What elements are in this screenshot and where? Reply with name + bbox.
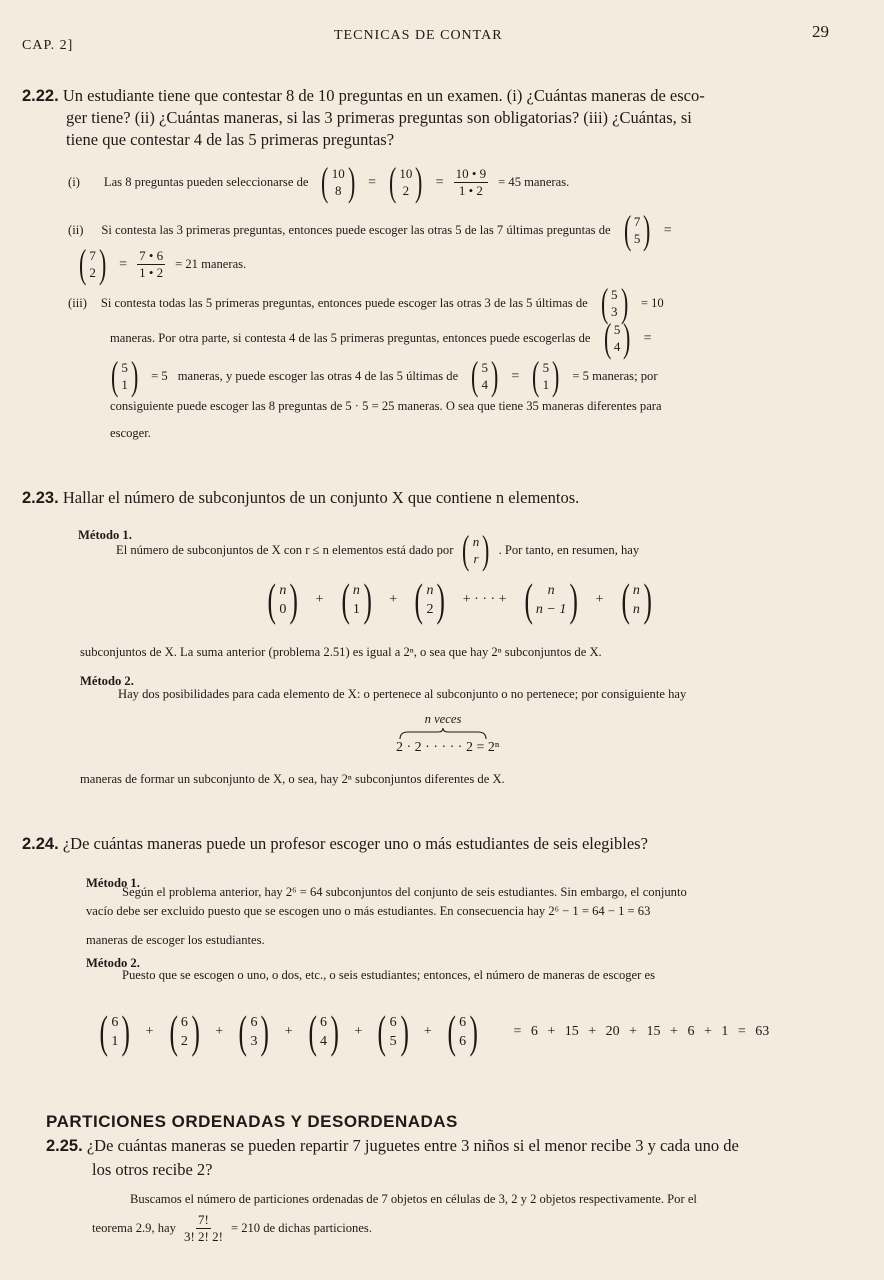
binomial-sum-6: ( 6 1 ) + ( 6 2 ) + ( 6 3 ) + ( 6 4 ) + ( 6 5 ) + ( 6 6 ) = 6 + 15 + 20 + 15 + 6 + 1 = 63 [96,1012,769,1052]
method-2-line1: Puesto que se escogen o uno, o dos, etc., o seis estudiantes; entonces, el número de maneras de escoger es [122,968,655,982]
fraction-denominator: 3! 2! 2! [183,1229,223,1244]
binomial-6-6: ( 6 6 ) [447,1006,479,1057]
problem-number: 2.22. [22,87,59,105]
binomial-7-2: ( 7 2 ) [78,241,107,286]
binomial-5-1: ( 5 1 ) [110,353,139,398]
binomial-5-4: ( 5 4 ) [471,353,499,398]
brace-label: n veces [424,712,462,726]
statement-line: Un estudiante tiene que contestar 8 de 10 preguntas en un examen. (i) ¿Cuántas maneras de esco- [62,86,705,105]
binomial-n-n-1: ( n n − 1 ) [524,574,579,625]
binomial-n-0: ( n 0 ) [267,574,299,625]
method-text: El número de subconjuntos de X con r ≤ n elementos está dado por [116,542,454,557]
method-1-line2: vacío debe ser excluido puesto que se escogen uno o más estudiantes. En consecuencia hay 2⁶ − 1 = 64 − 1 = 63 [86,904,651,918]
binomial-7-5: ( 7 5 ) [623,207,651,252]
binomial-n-n: ( n n ) [621,574,652,625]
part-text: Si contesta todas las 5 primeras preguntas, entonces puede escoger las otras 3 de las 5 últimas de [100,295,588,310]
binomial-5-4: ( 5 4 ) [603,315,631,360]
statement-line: ger tiene? (ii) ¿Cuántas maneras, si las 3 primeras preguntas son obligatorias? (iii) ¿Cuántas, si [66,108,692,127]
fraction-numerator: 7! [198,1212,209,1227]
product-expression: 2 · 2 · · · · · 2 = 2ⁿ [396,740,500,755]
part-text: maneras, y puede escoger las otras 4 de las 5 últimas de [177,368,459,383]
fraction-7x6: $\frac{7 • 6}{1 • 2}$ [139,247,164,280]
problem-number: 2.24. [22,835,59,853]
part-result: = 45 maneras. [498,174,570,189]
part-i: (i) Las 8 preguntas pueden seleccionarse de ( 10 8 ) = ( 10 2 ) = $\frac{10 • 9}{1 • 2}$ = 45 maneras. [68,159,570,204]
binomial-6-2: ( 6 2 ) [169,1006,200,1057]
method-2-line2: maneras de formar un subconjunto de X, o sea, hay 2ⁿ subconjuntos diferentes de X. [80,772,505,786]
problem-2-24-statement [22,832,648,856]
part-text: Si contesta las 3 primeras preguntas, entonces puede escoger las otras 5 de las 7 últimas preguntas de [101,222,611,237]
binomial-10-2: ( 10 2 ) [389,159,423,204]
binomial-sum-n: ( n 0 ) + ( n 1 ) + ( n 2 ) + · · · + ( n n − 1 ) + ( n n ) [264,580,655,620]
statement-line: los otros recibe 2? [92,1160,213,1179]
binomial-5-3: ( 5 3 ) [600,280,628,325]
statement-line: ¿De cuántas maneras puede un profesor escoger uno o más estudiantes de seis elegibles? [62,834,648,853]
solution-text: teorema 2.9, hay [92,1221,176,1235]
part-ii: (ii) Si contesta las 3 primeras preguntas, entonces puede escoger las otras 5 de las 7 últimas preguntas de ( 7 5 ) = [68,207,672,252]
part-iii-line5: escoger. [110,426,151,440]
part-label: (iii) [68,295,87,310]
part-iii-line4: consiguiente puede escoger las 8 preguntas de 5 · 5 = 25 maneras. O sea que tiene 35 maneras diferentes para [110,399,662,413]
part-text: = 5 maneras; por [572,368,658,383]
method-1-line1 [116,527,640,572]
part-text: = 5 [151,368,168,383]
binomial-6-5: ( 6 5 ) [377,1006,409,1057]
running-title: TECNICAS DE CONTAR [334,28,503,43]
part-iii-line2: maneras. Por otra parte, si contesta 4 de las 5 primeras preguntas, entonces puede escogerlas de ( 5 4 ) = [110,315,652,360]
binomial-5-1: ( 5 1 ) [532,353,560,398]
method-1-line3: maneras de escoger los estudiantes. [86,933,265,947]
method-2-line1: Hay dos posibilidades para cada elemento de X: o pertenece al subconjunto o no pertenece; por consiguiente hay [118,687,687,701]
method-text: . Por tanto, en resumen, hay [498,542,640,557]
part-ii-result: ( 7 2 ) = $\frac{7 • 6}{1 • 2}$ = 21 maneras. [76,244,246,284]
part-result: = 21 maneras. [175,256,247,271]
sum-result: = 6 + 15 + 20 + 15 + 6 + 1 = 63 [513,1024,770,1039]
problem-number: 2.25. [46,1137,83,1155]
part-label: (i) [68,174,80,189]
problem-2-25-statement [46,1134,739,1158]
section-title: PARTICIONES ORDENADAS Y DESORDENADAS [46,1112,458,1131]
statement-line: tiene que contestar 4 de las 5 primeras preguntas? [66,130,395,149]
method-1-line2: subconjuntos de X. La suma anterior (problema 2.51) es igual a 2ⁿ, o sea que hay 2ⁿ subconjuntos de X. [80,645,602,659]
binomial-6-3: ( 6 3 ) [238,1006,270,1057]
method-1-title: Método 1. [78,528,132,542]
problem-2-22-statement [22,84,705,108]
binomial-6-4: ( 6 4 ) [308,1006,339,1057]
statement-line: ¿De cuántas maneras se pueden repartir 7 juguetes entre 3 niños si el menor recibe 3 y cada uno de [86,1136,739,1155]
method-1-title: Método 1. [86,876,140,890]
part-text: Las 8 preguntas pueden seleccionarse de [103,174,309,189]
fraction-multinomial [184,1212,223,1245]
solution-text: = 210 de dichas particiones. [230,1221,372,1235]
part-result: = 10 [640,295,664,310]
binomial-n-r: ( n r ) [462,527,490,572]
fraction-10x9: $\frac{10 • 9}{1 • 2}$ [455,165,487,198]
statement-line: Hallar el número de subconjuntos de un conjunto X que contiene n elementos. [62,488,580,507]
problem-2-23-statement [22,486,579,510]
part-iii-line3: ( 5 1 ) = 5 maneras, y puede escoger las otras 4 de las 5 últimas de ( 5 4 ) = ( 5 1 ) = 5 maneras; por [108,356,658,396]
method-2-title: Método 2. [80,674,134,688]
solution-line2 [92,1212,372,1245]
part-label: (ii) [68,222,84,237]
problem-number: 2.23. [22,489,59,507]
overbrace [398,728,488,740]
method-2-title: Método 2. [86,956,140,970]
solution-line1: Buscamos el número de particiones ordenadas de 7 objetos en células de 3, 2 y 2 objetos respectivamente. Por el [130,1192,697,1206]
chapter-label: CAP. 2] [22,38,74,53]
binomial-6-1: ( 6 1 ) [99,1006,131,1057]
part-iii [68,280,664,325]
method-1-line1: Según el problema anterior, hay 2⁶ = 64 subconjuntos del conjunto de seis estudiantes. Sin embargo, el conjunto [122,885,687,899]
binomial-n-1: ( n 1 ) [341,574,372,625]
binomial-n-2: ( n 2 ) [414,574,446,625]
part-text: maneras. Por otra parte, si contesta 4 de las 5 primeras preguntas, entonces puede escogerlas de [110,330,591,345]
binomial-10-8: ( 10 8 ) [321,159,356,204]
page-number: 29 [812,22,829,41]
